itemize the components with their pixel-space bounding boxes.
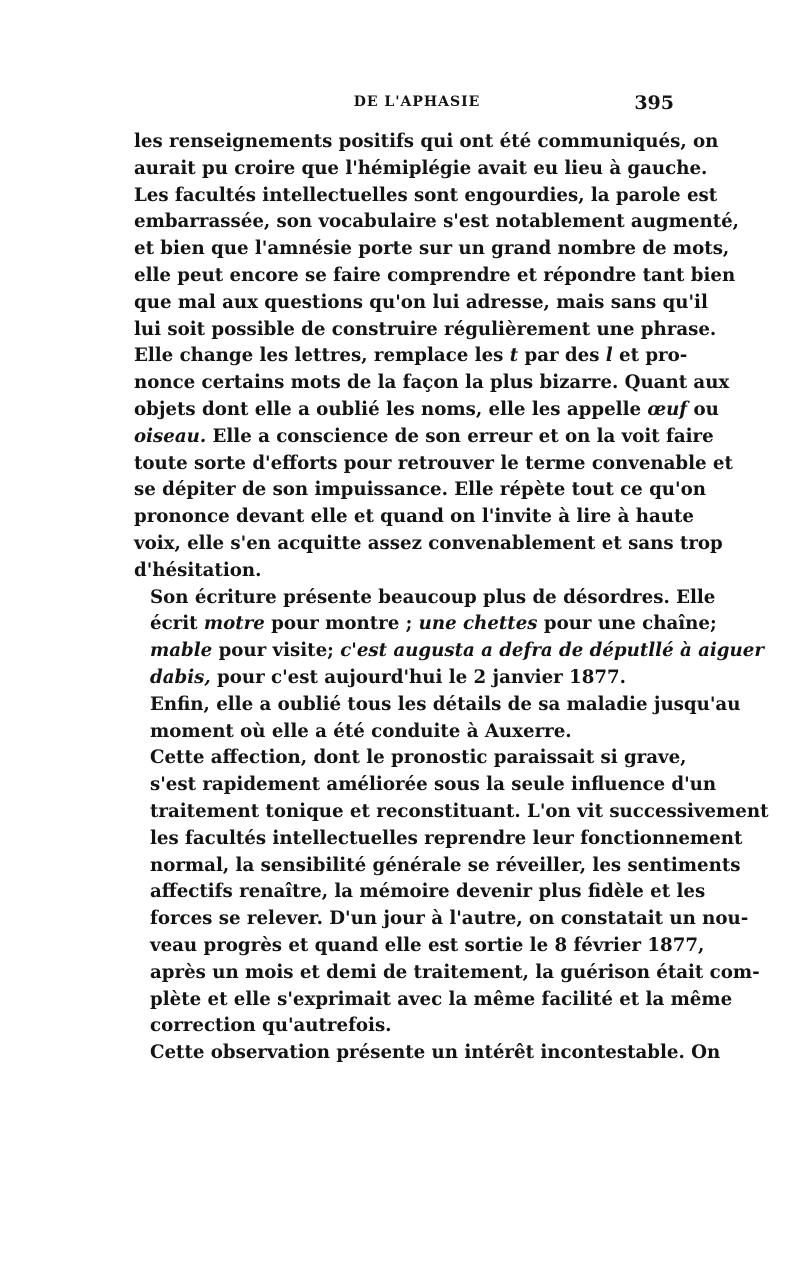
book-page — [134, 92, 769, 1067]
text-line: Elle change les lettres, remplace les t par des l et pro- — [134, 345, 688, 367]
running-head: DE L'APHASIE — [353, 94, 481, 110]
text-line: Enfin, elle a oublié tous les détails de sa maladie jusqu'au — [150, 693, 741, 715]
text-line: plète et elle s'exprimait avec la même facilité et la même — [150, 988, 733, 1010]
paragraph — [134, 129, 739, 585]
text-line: prononce devant elle et quand on l'invite à lire à haute — [134, 506, 694, 528]
paragraph — [134, 1040, 721, 1067]
text-line: Les facultés intellectuelles sont engourdies, la parole est — [134, 184, 718, 206]
page-header — [134, 94, 674, 124]
paragraph — [134, 585, 764, 692]
text-line: se dépiter de son impuissance. Elle répète tout ce qu'on — [134, 479, 706, 501]
text-line: normal, la sensibilité générale se réveiller, les sentiments — [150, 854, 741, 876]
paragraph — [134, 692, 741, 746]
text-line: après un mois et demi de traitement, la guérison était com- — [150, 961, 760, 983]
text-line: traitement tonique et reconstituant. L'on vit successivement — [150, 800, 769, 822]
paragraph — [134, 745, 769, 1040]
text-line: aurait pu croire que l'hémiplégie avait eu lieu à gauche. — [134, 157, 708, 179]
text-line: que mal aux questions qu'on lui adresse, mais sans qu'il — [134, 291, 708, 313]
text-line: lui soit possible de construire régulièrement une phrase. — [134, 318, 717, 340]
text-line: les facultés intellectuelles reprendre leur fonctionnement — [150, 827, 743, 849]
text-line: Cette observation présente un intérêt incontestable. On — [150, 1042, 721, 1064]
text-line: d'hésitation. — [134, 559, 262, 581]
text-line: s'est rapidement améliorée sous la seule influence d'un — [150, 774, 717, 796]
text-line: veau progrès et quand elle est sortie le 8 février 1877, — [150, 934, 705, 956]
body-text — [134, 129, 769, 1067]
text-line: forces se relever. D'un jour à l'autre, on constatait un nou- — [150, 908, 749, 930]
text-line: objets dont elle a oublié les noms, elle les appelle œuf ou — [134, 398, 719, 420]
text-line: Son écriture présente beaucoup plus de désordres. Elle — [150, 586, 716, 608]
text-line: moment où elle a été conduite à Auxerre. — [150, 720, 572, 742]
text-line: mable pour visite; c'est augusta a defra de députllé à aiguer — [150, 640, 764, 662]
text-line: et bien que l'amnésie porte sur un grand nombre de mots, — [134, 238, 730, 260]
text-line: nonce certains mots de la façon la plus bizarre. Quant aux — [134, 372, 730, 394]
text-line: Cette affection, dont le pronostic paraissait si grave, — [150, 747, 687, 769]
page-number: 395 — [634, 92, 674, 114]
text-line: écrit motre pour montre ; une chettes pour une chaîne; — [150, 613, 717, 635]
text-line: oiseau. Elle a conscience de son erreur et on la voit faire — [134, 425, 714, 447]
text-line: voix, elle s'en acquitte assez convenablement et sans trop — [134, 532, 723, 554]
text-line: toute sorte d'efforts pour retrouver le terme convenable et — [134, 452, 733, 474]
text-line: embarrassée, son vocabulaire s'est notablement augmenté, — [134, 211, 739, 233]
text-line: correction qu'autrefois. — [150, 1015, 392, 1037]
text-line: elle peut encore se faire comprendre et répondre tant bien — [134, 264, 736, 286]
text-line: les renseignements positifs qui ont été communiqués, on — [134, 131, 719, 152]
text-line: dabis, pour c'est aujourd'hui le 2 janvier 1877. — [150, 666, 627, 688]
text-line: affectifs renaître, la mémoire devenir plus fidèle et les — [150, 881, 706, 903]
